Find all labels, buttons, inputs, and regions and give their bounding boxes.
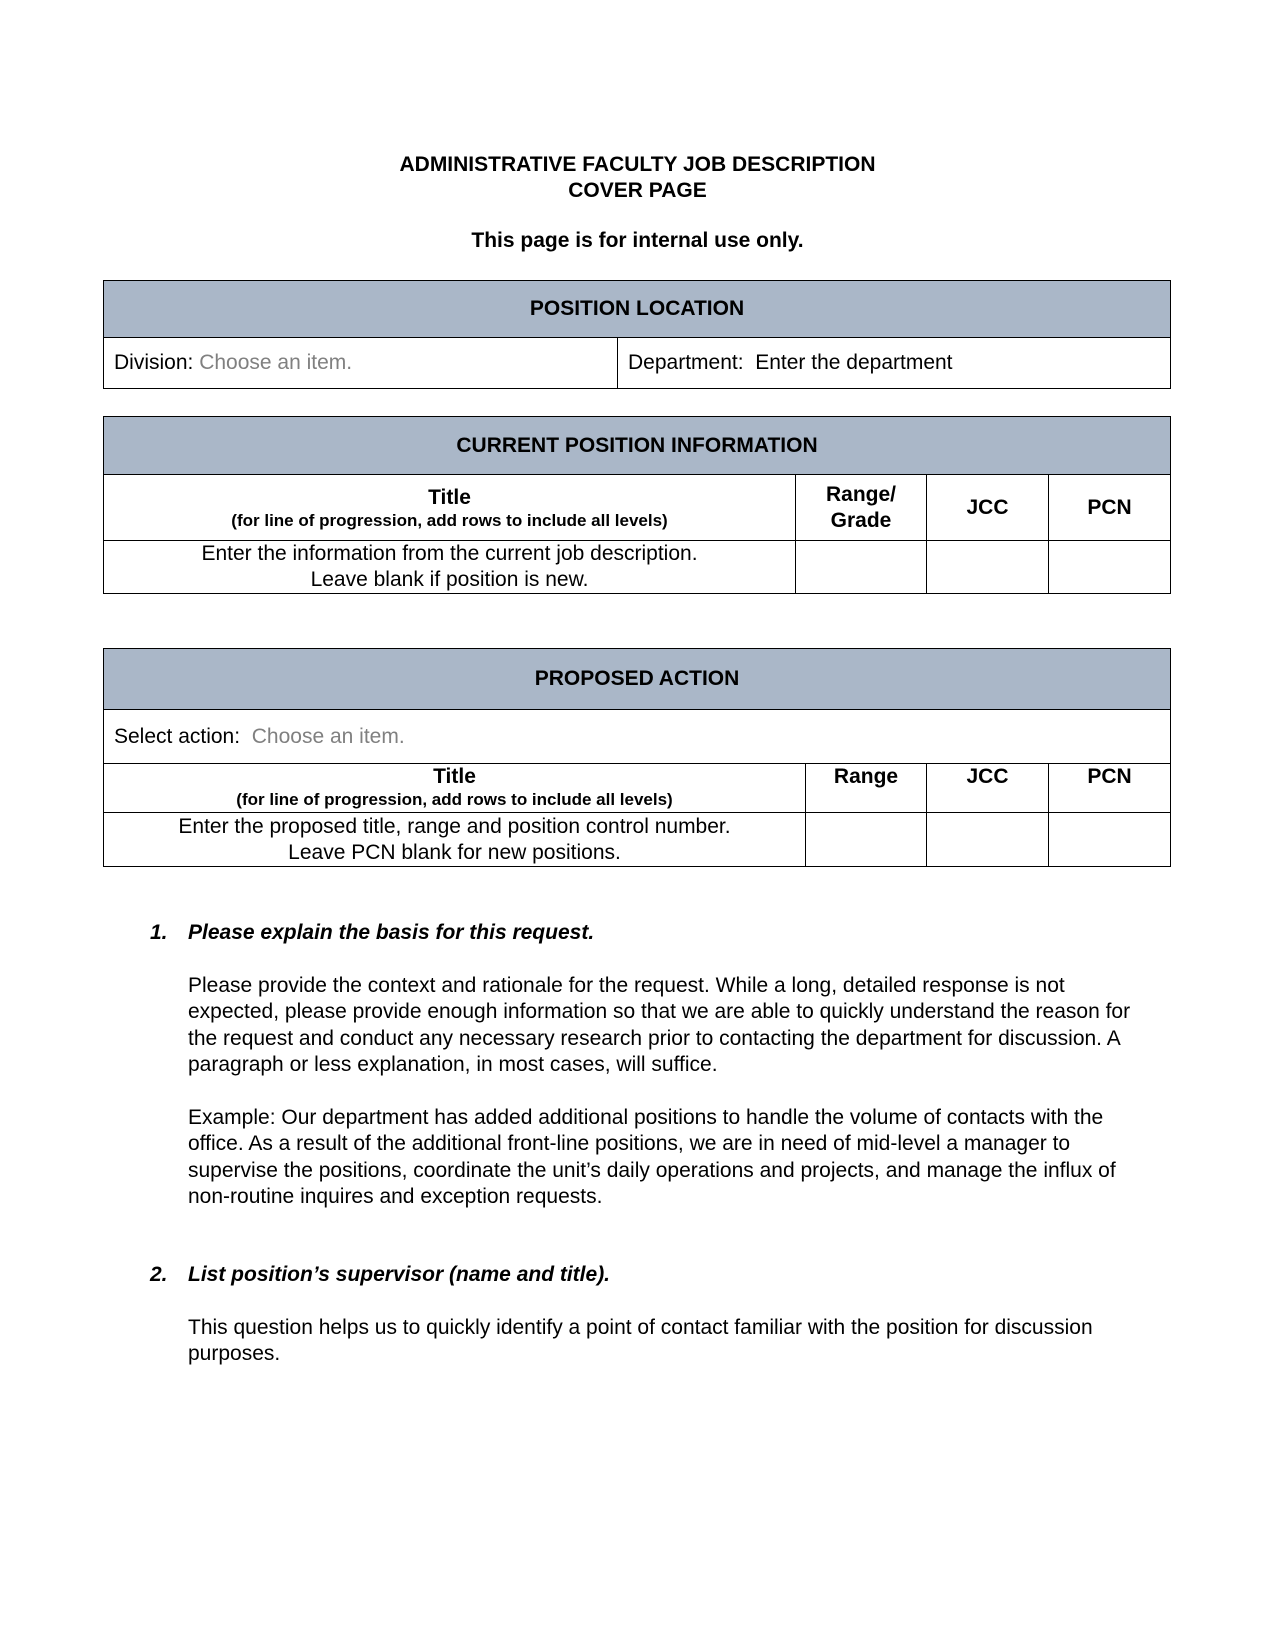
select-action-dropdown[interactable]: Choose an item. xyxy=(251,724,405,748)
position-location-table xyxy=(103,280,1171,389)
proposed-pcn-field[interactable] xyxy=(1049,813,1171,867)
current-range-field[interactable] xyxy=(796,541,927,594)
current-title-label: Title xyxy=(428,485,471,509)
question-1-paragraph-2: Example: Our department has added additional positions to handle the volume of contacts with the office. As a result of the additional front-line positions, we are in need of mid-level a manager to supervise the positions, coordinate the unit’s daily operations and projects, and manage the influx of non-routine inquires and exception requests. xyxy=(188,1106,1116,1209)
document-title xyxy=(0,152,1275,204)
proposed-title-field[interactable] xyxy=(104,813,806,867)
current-range-label-line1: Range/ xyxy=(825,482,896,506)
current-position-table xyxy=(103,416,1171,594)
current-title-column-header xyxy=(104,475,796,541)
proposed-title-instruction-line1: Enter the proposed title, range and position control number. xyxy=(178,814,731,838)
title-line-2: COVER PAGE xyxy=(568,179,707,202)
division-cell xyxy=(104,338,618,389)
department-field[interactable]: Enter the department xyxy=(755,351,953,374)
proposed-title-note: (for line of progression, add rows to include all levels) xyxy=(236,790,673,809)
current-title-instruction-line2: Leave blank if position is new. xyxy=(310,568,589,591)
select-action-cell xyxy=(104,710,1171,764)
proposed-range-field[interactable] xyxy=(806,813,927,867)
department-cell xyxy=(618,338,1171,389)
current-jcc-field[interactable] xyxy=(927,541,1049,594)
current-title-field[interactable] xyxy=(104,541,796,594)
current-title-note: (for line of progression, add rows to include all levels) xyxy=(231,510,668,530)
question-1-text: Please explain the basis for this request. xyxy=(188,921,595,944)
question-2-number: 2. xyxy=(150,1263,168,1286)
proposed-action-table xyxy=(103,648,1171,867)
proposed-title-label: Title xyxy=(433,765,476,788)
proposed-range-column-header: Range xyxy=(806,764,927,813)
position-location-heading: POSITION LOCATION xyxy=(104,281,1171,338)
question-2-text: List position’s supervisor (name and title). xyxy=(188,1263,611,1286)
current-jcc-column-header: JCC xyxy=(927,475,1049,541)
proposed-title-instruction-line2: Leave PCN blank for new positions. xyxy=(288,840,621,864)
question-1-paragraph-1: Please provide the context and rationale for the request. While a long, detailed response is not expected, please provide enough information so that we are able to quickly understand the reason for the request and conduct any necessary research prior to contacting the department for discussion. A paragraph or less explanation, in most cases, will suffice. xyxy=(188,974,1131,1077)
current-pcn-field[interactable] xyxy=(1049,541,1171,594)
question-1-number: 1. xyxy=(150,921,168,944)
current-range-column-header xyxy=(796,475,927,541)
proposed-pcn-column-header: PCN xyxy=(1049,764,1171,813)
current-position-heading: CURRENT POSITION INFORMATION xyxy=(104,417,1171,475)
question-2-paragraph-1: This question helps us to quickly identify a point of contact familiar with the position for discussion purposes. xyxy=(188,1316,1093,1366)
proposed-jcc-column-header: JCC xyxy=(927,764,1049,813)
proposed-action-heading: PROPOSED ACTION xyxy=(104,649,1171,710)
current-title-instruction-line1: Enter the information from the current job description. xyxy=(201,542,698,565)
select-action-label: Select action: xyxy=(114,724,241,748)
division-label: Division: xyxy=(114,351,194,374)
proposed-jcc-field[interactable] xyxy=(927,813,1049,867)
department-label: Department: xyxy=(628,351,744,374)
current-range-label-line2: Grade xyxy=(830,508,892,532)
proposed-title-column-header xyxy=(104,764,806,813)
internal-use-notice: This page is for internal use only. xyxy=(471,229,804,252)
current-pcn-column-header: PCN xyxy=(1049,475,1171,541)
title-line-1: ADMINISTRATIVE FACULTY JOB DESCRIPTION xyxy=(399,153,876,176)
division-dropdown[interactable]: Choose an item. xyxy=(199,351,353,374)
